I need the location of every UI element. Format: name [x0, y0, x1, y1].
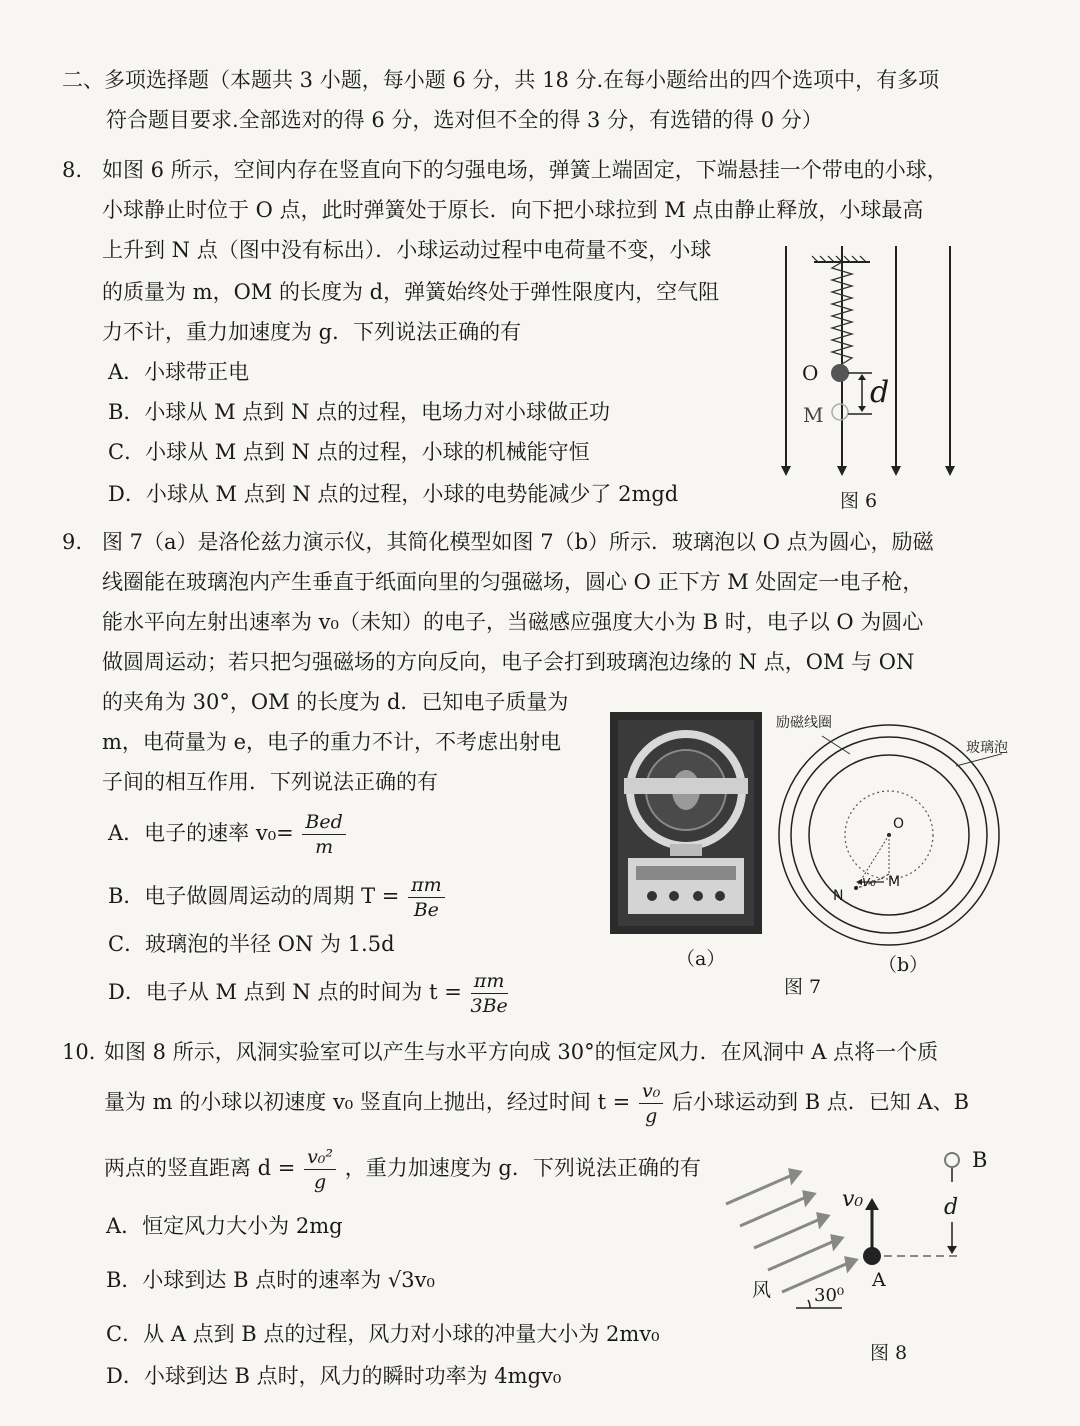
q8-line: 小球静止时位于 O 点，此时弹簧处于原长．向下把小球拉到 M 点由静止释放，小球最高 — [102, 198, 924, 222]
figure-7-caption: 图 7 — [784, 976, 822, 998]
q10-option-b[interactable]: B．小球到达 B 点时的速率为 √3v₀ — [106, 1268, 435, 1292]
fig8-label-angle: 30⁰ — [814, 1285, 845, 1306]
q8-line: 如图 6 所示，空间内存在竖直向下的匀强电场，弹簧上端固定，下端悬挂一个带电的小球， — [102, 158, 948, 182]
q8-line: 的质量为 m，OM 的长度为 d，弹簧始终处于弹性限度内，空气阻 — [102, 280, 720, 304]
fig6-label-d: d — [870, 375, 890, 410]
fraction-denominator: Be — [413, 899, 439, 921]
q10-line3-text-b: ，重力加速度为 g．下列说法正确的有 — [344, 1156, 701, 1180]
q10-option-c[interactable]: C．从 A 点到 B 点的过程，风力对小球的冲量大小为 2mv₀ — [106, 1322, 660, 1346]
fraction-numerator: v₀² — [304, 1145, 336, 1170]
q10-line1: 如图 8 所示，风洞实验室可以产生与水平方向成 30°的恒定风力．在风洞中 A 点将一个质 — [104, 1040, 939, 1064]
q9-option-b-text: B．电子做圆周运动的周期 T = — [108, 884, 400, 908]
q9-option-b-fraction — [408, 873, 445, 922]
q10-line2-text-a: 量为 m 的小球以初速度 v₀ 竖直向上抛出，经过时间 t = — [104, 1090, 631, 1114]
fraction-numerator: πm — [471, 969, 508, 994]
q9-line: 能水平向左射出速率为 v₀（未知）的电子，当磁感应强度大小为 B 时，电子以 O 为圆心 — [102, 610, 924, 634]
q10-line3-text-a: 两点的竖直距离 d = — [104, 1156, 296, 1180]
figure-7b-caption: （b） — [878, 954, 929, 976]
fraction-denominator: g — [313, 1171, 327, 1193]
fig7-label-o: O — [893, 816, 905, 832]
fig8-label-a: A — [872, 1269, 886, 1291]
q10-time-fraction — [639, 1079, 663, 1128]
fig7-label-v0: v₀ — [862, 874, 876, 890]
q9-option-d-text: D．电子从 M 点到 N 点的时间为 t = — [108, 980, 462, 1004]
q8-option-d[interactable]: D．小球从 M 点到 N 点的过程，小球的电势能减少了 2mgd — [108, 482, 679, 506]
figure-6-caption: 图 6 — [840, 490, 878, 512]
q9-option-a-fraction — [302, 810, 345, 859]
fig8-label-wind: 风 — [752, 1279, 772, 1301]
fig7-label-coil: 励磁线圈 — [776, 715, 832, 731]
q10-distance-fraction — [304, 1145, 336, 1194]
fig6-label-m: M — [803, 403, 824, 427]
q8-number: 8. — [62, 158, 83, 182]
q10-number: 10. — [62, 1040, 96, 1064]
q8-line: 力不计，重力加速度为 g．下列说法正确的有 — [102, 320, 522, 344]
fig7-label-bulb: 玻璃泡 — [966, 740, 1008, 756]
q9-line: 图 7（a）是洛伦兹力演示仪，其简化模型如图 7（b）所示．玻璃泡以 O 点为圆心，励磁 — [102, 530, 934, 554]
fig8-label-b: B — [972, 1148, 988, 1172]
q9-option-b[interactable] — [108, 868, 447, 924]
q8-option-b[interactable]: B．小球从 M 点到 N 点的过程，电场力对小球做正功 — [108, 400, 611, 424]
fraction-numerator: πm — [408, 873, 445, 898]
q9-option-d[interactable] — [108, 964, 510, 1020]
q10-line3 — [104, 1140, 701, 1196]
q9-line: 的夹角为 30°，OM 的长度为 d．已知电子质量为 — [102, 690, 569, 714]
q9-line: 子间的相互作用．下列说法正确的有 — [102, 770, 438, 794]
q10-option-a[interactable]: A．恒定风力大小为 2mg — [106, 1214, 343, 1238]
q8-option-a[interactable]: A．小球带正电 — [108, 360, 250, 384]
section-title-line2: 符合题目要求.全部选对的得 6 分，选对但不全的得 3 分，有选错的得 0 分） — [106, 108, 823, 132]
q9-number: 9. — [62, 530, 83, 554]
fig8-label-d: d — [944, 1195, 959, 1220]
section-title-line1: 二、多项选择题（本题共 3 小题，每小题 6 分，共 18 分.在每小题给出的四个选项中，有多项 — [62, 68, 940, 92]
q9-line: 线圈能在玻璃泡内产生垂直于纸面向里的匀强磁场，圆心 O 正下方 M 处固定一电子枪， — [102, 570, 924, 594]
q9-option-a[interactable] — [108, 805, 348, 861]
q10-option-d[interactable]: D．小球到达 B 点时，风力的瞬时功率为 4mgv₀ — [106, 1364, 562, 1388]
fraction-numerator: Bed — [302, 810, 345, 835]
figure-7a-lorentz-device — [610, 712, 762, 934]
fig7-label-n: N — [833, 888, 844, 904]
fig6-label-o: O — [802, 361, 819, 385]
fig8-label-v0: v₀ — [842, 1187, 864, 1212]
q9-line: m，电荷量为 e，电子的重力不计，不考虑出射电 — [102, 730, 562, 754]
q8-option-c[interactable]: C．小球从 M 点到 N 点的过程，小球的机械能守恒 — [108, 440, 590, 464]
q9-option-a-text: A．电子的速率 v₀= — [108, 821, 294, 845]
q9-option-c[interactable]: C．玻璃泡的半径 ON 为 1.5d — [108, 932, 395, 956]
q9-option-d-fraction — [471, 969, 508, 1018]
fraction-numerator: v₀ — [639, 1079, 663, 1104]
q8-line: 上升到 N 点（图中没有标出）．小球运动过程中电荷量不变，小球 — [102, 238, 712, 262]
figure-8-caption: 图 8 — [870, 1342, 908, 1364]
q10-line2-text-b: 后小球运动到 B 点．已知 A、B — [672, 1090, 970, 1114]
fraction-denominator: 3Be — [470, 995, 508, 1017]
fraction-denominator: g — [645, 1105, 658, 1127]
q10-line2 — [104, 1074, 969, 1130]
figure-6-spring-field — [770, 238, 970, 478]
q9-line: 做圆周运动；若只把匀强磁场的方向反向，电子会打到玻璃泡边缘的 N 点，OM 与 ON — [102, 650, 915, 674]
fraction-denominator: m — [315, 836, 334, 858]
figure-7a-caption: （a） — [676, 948, 726, 970]
fig7-label-m: M — [888, 874, 901, 890]
